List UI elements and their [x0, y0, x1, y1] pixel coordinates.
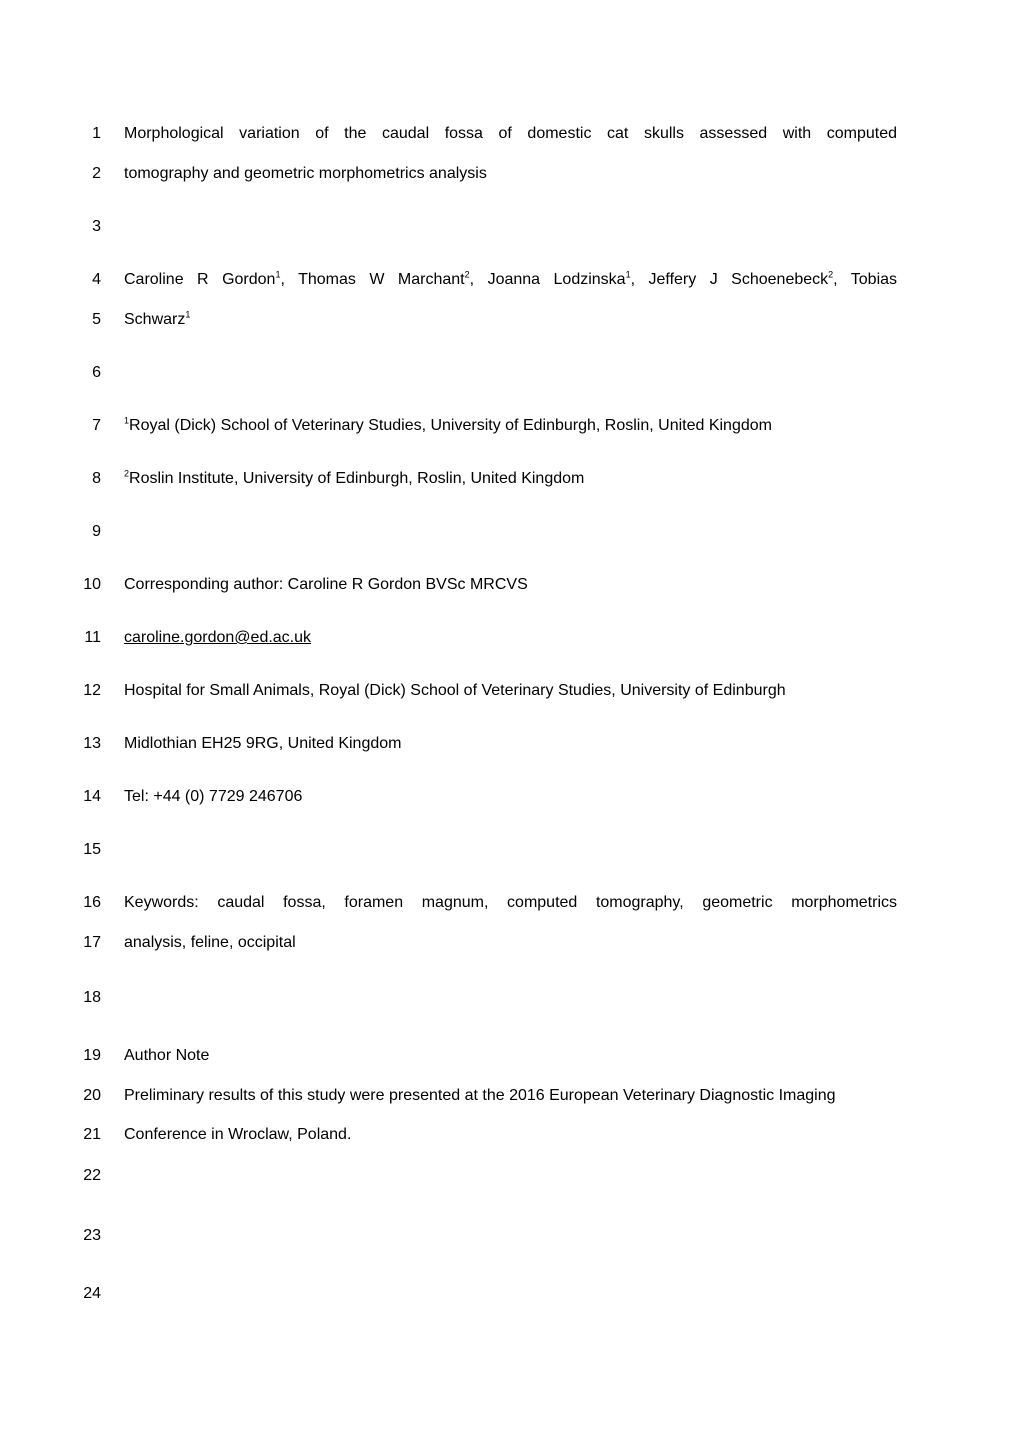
line-number: 2	[92, 165, 101, 182]
address-line-2: Midlothian EH25 9RG, United Kingdom	[124, 735, 402, 752]
author-list-line-1: Caroline R Gordon$^1$, Thomas W Marchant$^2$, Joanna Lodzinska$^1$, Jeffery J Schoenebeck$^2$, Tobias	[124, 269, 898, 288]
keywords-line-1: Keywords: caudal fossa, foramen magnum, computed tomography, geometric morphometrics	[124, 894, 897, 911]
line-14	[0, 787, 1020, 811]
corresponding-author: Corresponding author: Caroline R Gordon BVSc MRCVS	[124, 576, 528, 593]
line-number: 10	[83, 576, 101, 593]
line-3	[0, 217, 1020, 241]
line-number: 3	[92, 218, 101, 235]
author-affiliation-sup: 2	[828, 269, 834, 280]
line-1	[0, 124, 1020, 148]
keywords-line-2: analysis, feline, occipital	[124, 934, 296, 951]
line-15	[0, 840, 1020, 864]
line-number: 7	[92, 417, 101, 434]
title-line-2: tomography and geometric morphometrics analysis	[124, 165, 487, 182]
line-number: 6	[92, 364, 101, 381]
line-number: 23	[83, 1227, 101, 1244]
line-number: 12	[83, 682, 101, 699]
affiliation-2: $^2$Roslin Institute, University of Edinburgh, Roslin, United Kingdom	[124, 468, 585, 487]
author-note-heading: Author Note	[124, 1047, 210, 1064]
telephone: Tel: +44 (0) 7729 246706	[124, 788, 303, 805]
author-list-line-2	[124, 310, 190, 330]
line-number: 13	[83, 735, 101, 752]
line-number: 24	[83, 1285, 101, 1302]
line-number: 1	[92, 125, 101, 142]
line-number: 20	[83, 1087, 101, 1104]
author-name: Schwarz	[124, 311, 186, 328]
author-name: Tobias	[850, 271, 898, 288]
line-11	[0, 628, 1020, 652]
line-9	[0, 522, 1020, 546]
line-23	[0, 1226, 1020, 1250]
line-number: 18	[83, 989, 101, 1006]
line-number: 5	[92, 311, 101, 328]
line-2	[0, 164, 1020, 188]
author-note-line-2: Conference in Wroclaw, Poland.	[124, 1126, 352, 1143]
email-link[interactable]: caroline.gordon@ed.ac.uk	[124, 629, 312, 646]
author-affiliation-sup: 1	[625, 269, 631, 280]
line-5	[0, 310, 1020, 334]
line-number: 15	[83, 841, 101, 858]
author-name: Thomas W Marchant	[298, 271, 465, 288]
affiliation-sup: 1	[124, 415, 130, 426]
line-number: 4	[92, 271, 101, 288]
line-13	[0, 734, 1020, 758]
author-name: Joanna Lodzinska	[487, 271, 626, 288]
line-number: 11	[84, 629, 101, 646]
line-4	[0, 270, 1020, 294]
line-number: 22	[83, 1167, 101, 1184]
line-12	[0, 681, 1020, 705]
line-number: 8	[92, 470, 101, 487]
line-19	[0, 1046, 1020, 1070]
email-link-wrapper	[124, 628, 311, 648]
author-note-line-1: Preliminary results of this study were presented at the 2016 European Veterinary Diagnostic Imaging	[124, 1087, 836, 1104]
line-6	[0, 363, 1020, 387]
line-number: 16	[83, 894, 101, 911]
affiliation-1: $^1$Royal (Dick) School of Veterinary Studies, University of Edinburgh, Roslin, United Kingdom	[124, 415, 772, 434]
line-10	[0, 575, 1020, 599]
author-affiliation-sup: 1	[185, 309, 191, 320]
affiliation-sup: 2	[124, 468, 130, 479]
line-number: 9	[92, 523, 101, 540]
line-7	[0, 416, 1020, 440]
author-name: Caroline R Gordon	[124, 271, 276, 288]
line-8	[0, 469, 1020, 493]
author-affiliation-sup: 1	[275, 269, 281, 280]
line-number: 21	[83, 1126, 101, 1143]
author-name: Jeffery J Schoenebeck	[648, 271, 829, 288]
line-24	[0, 1284, 1020, 1308]
line-number: 17	[83, 934, 101, 951]
line-number: 19	[83, 1047, 101, 1064]
line-17	[0, 933, 1020, 957]
line-22	[0, 1166, 1020, 1190]
line-18	[0, 988, 1020, 1012]
line-20	[0, 1086, 1020, 1110]
line-16	[0, 893, 1020, 917]
line-21	[0, 1125, 1020, 1149]
author-affiliation-sup: 2	[464, 269, 470, 280]
address-line-1: Hospital for Small Animals, Royal (Dick) School of Veterinary Studies, University of Edinburgh	[124, 682, 786, 699]
line-number: 14	[83, 788, 101, 805]
title-line-1: Morphological variation of the caudal fossa of domestic cat skulls assessed with computed	[124, 125, 897, 142]
